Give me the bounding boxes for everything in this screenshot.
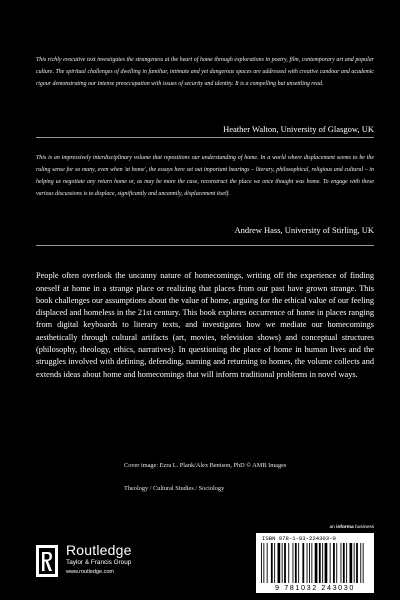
routledge-logo-icon: [36, 545, 58, 577]
informa-brand: informa: [336, 525, 354, 530]
informa-prefix: an: [329, 525, 337, 530]
publisher-url: www.routledge.com: [66, 569, 114, 575]
barcode-digits: 9 781032 243030: [275, 583, 355, 592]
book-description: People often overlook the uncanny nature of homecomings, writing off the experience of finding oneself at home in a strange place or realizing that places from our past have grown strange. This book challenges our assumptions about the value of home, arguing for the ethical value of our feeling displaced and homeless in the 21st century. This book explores occurrence of home in places ranging from digital keyboards to literary texts, and investigates how we mediate our homecomings aesthetically through cultural artifacts (art, movies, television shows) and conceptual structures (philosophy, theology, ethics, narratives). In questioning the place of home in human lives and the struggles involved with defining, defending, naming and returning to homes, the volume collects and extends ideas about home and homecomings that will inform traditional problems in novel ways.: [36, 271, 374, 379]
subject-categories: Theology / Cultural Studies / Sociology: [124, 485, 225, 492]
endorsement-quote-2: This is an impressively interdisciplinary volume that repositions our understanding of home. In a world where displacement seems to be the ruling sense for so many, even when 'at home', the essays here set out important bearings – literary, philosophical, religious and cultural – in helping us negotiate any return home or, as may be more the case, reconstruct the place we once thought was home. To engage with these various discussions is to displace, significantly and uncannily, displacement itself.: [36, 154, 374, 197]
informa-suffix: business: [353, 525, 374, 530]
isbn-barcode: [256, 533, 374, 593]
endorsement-attribution-2: Andrew Hass, University of Stirling, UK: [234, 225, 374, 235]
informa-business-tag: [329, 525, 374, 530]
isbn-label: ISBN 978-1-03-224303-0: [262, 535, 336, 542]
publisher-group: Taylor & Francis Group: [66, 559, 132, 566]
endorsement-attribution-1: Heather Walton, University of Glasgow, UK: [223, 124, 374, 134]
cover-image-credit: Cover image: Ezra L. Plank/Alex Benison, PhD © AMB Images: [124, 462, 287, 469]
publisher-name: Routledge: [66, 542, 132, 558]
barcode-icon: [260, 543, 370, 583]
publisher-block: [36, 542, 206, 586]
divider: [36, 137, 374, 138]
divider: [36, 245, 374, 246]
endorsement-quote-1: This richly evocative text investigates the strangeness at the heart of home through explorations in poetry, film, contemporary art and popular culture. The spiritual challenges of dwelling in familiar, intimate and yet dangerous spaces are addressed with creative candour and academic rigour demonstrating our intense preoccupation with issues of security and identity. It is a compelling but unsettling read.: [36, 56, 374, 87]
